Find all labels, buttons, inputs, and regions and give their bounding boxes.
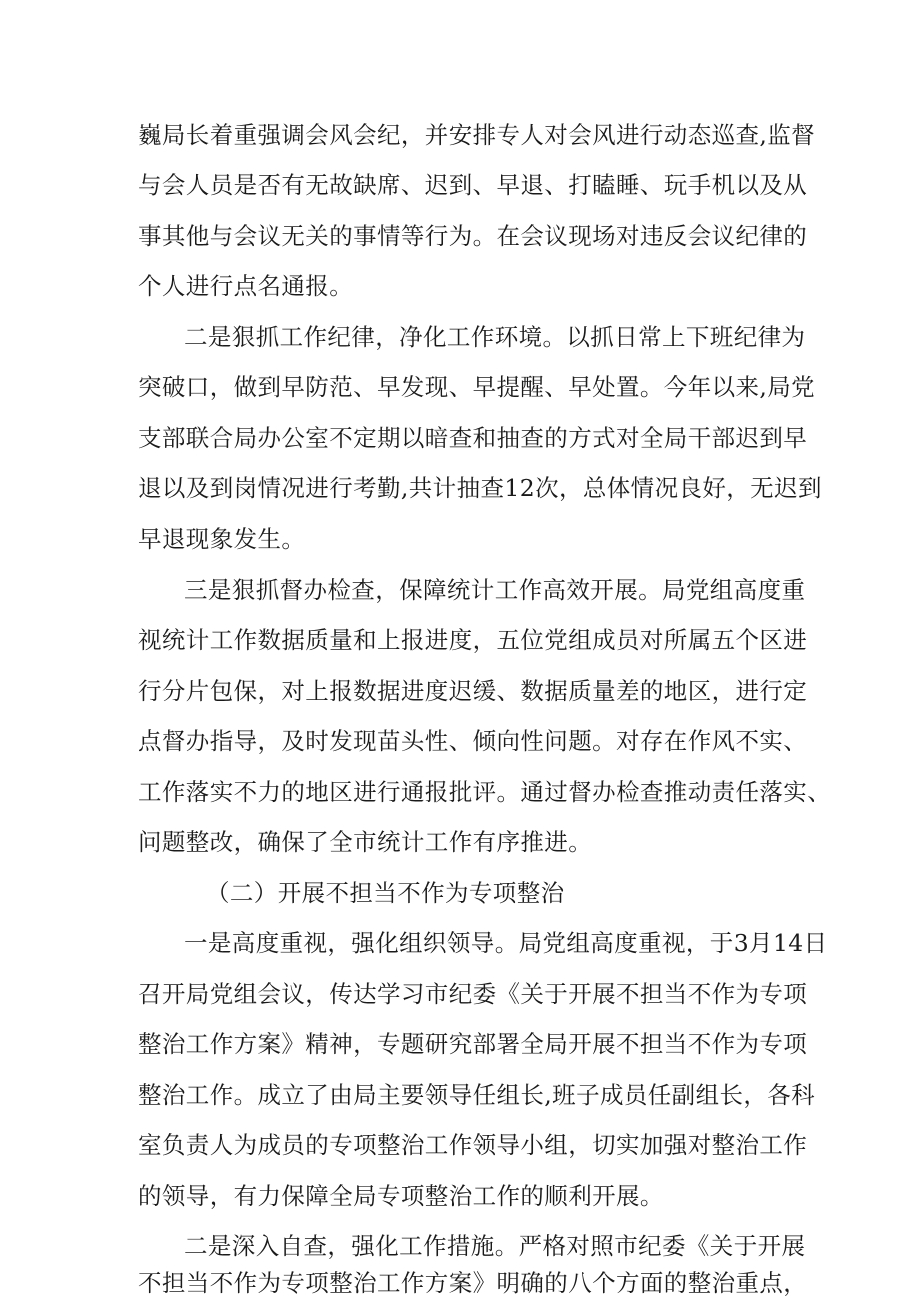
text-line: 的领导，有力保障全局专项整治工作的顺利开展。 bbox=[138, 1182, 664, 1210]
text-line: 室负责人为成员的专项整治工作领导小组，切实加强对整治工作 bbox=[138, 1131, 808, 1159]
text-line: 问题整改，确保了全市统计工作有序推进。 bbox=[138, 828, 593, 856]
text-line: 工作落实不力的地区进行通报批评。通过督办检查推动责任落实、 bbox=[138, 778, 832, 806]
text-line: 与会人员是否有无故缺席、迟到、早退、打瞌睡、玩手机以及从 bbox=[138, 171, 808, 199]
paragraph-first-line: 二是深入自查，强化工作措施。严格对照市纪委《关于开展 bbox=[184, 1232, 806, 1260]
text-line: 点督办指导，及时发现苗头性、倾向性问题。对存在作风不实、 bbox=[138, 727, 808, 755]
section-heading: （二）开展不担当不作为专项整治 bbox=[206, 879, 565, 907]
text-line: 视统计工作数据质量和上报进度，五位党组成员对所属五个区进 bbox=[138, 626, 808, 654]
text-line: 巍局长着重强调会风会纪，并安排专人对会风进行动态巡查,监督 bbox=[138, 121, 816, 149]
text-line: 事其他与会议无关的事情等行为。在会议现场对违反会议纪律的 bbox=[138, 222, 808, 250]
paragraph-first-line: 三是狠抓督办检查，保障统计工作高效开展。局党组高度重 bbox=[184, 576, 806, 604]
text-line: 退以及到岗情况进行考勤,共计抽查12次，总体情况良好，无迟到 bbox=[138, 474, 822, 502]
text-line: 早退现象发生。 bbox=[138, 525, 306, 553]
text-line: 召开局党组会议，传达学习市纪委《关于开展不担当不作为专项 bbox=[138, 980, 808, 1008]
paragraph-first-line: 二是狠抓工作纪律，净化工作环境。以抓日常上下班纪律为 bbox=[184, 323, 806, 351]
text-line: 整治工作。成立了由局主要领导任组长,班子成员任副组长，各科 bbox=[138, 1081, 816, 1109]
text-line: 个人进行点名通报。 bbox=[138, 272, 354, 300]
paragraph-first-line: 一是高度重视，强化组织领导。局党组高度重视，于3月14日 bbox=[184, 929, 828, 957]
text-line: 突破口，做到早防范、早发现、早提醒、早处置。今年以来,局党 bbox=[138, 373, 816, 401]
text-line: 支部联合局办公室不定期以暗查和抽查的方式对全局干部迟到早 bbox=[138, 424, 808, 452]
text-line: 行分片包保，对上报数据进度迟缓、数据质量差的地区，进行定 bbox=[138, 677, 808, 705]
text-line: 不担当不作为专项整治工作方案》明确的八个方面的整治重点， bbox=[138, 1269, 808, 1297]
text-line: 整治工作方案》精神，专题研究部署全局开展不担当不作为专项 bbox=[138, 1030, 808, 1058]
